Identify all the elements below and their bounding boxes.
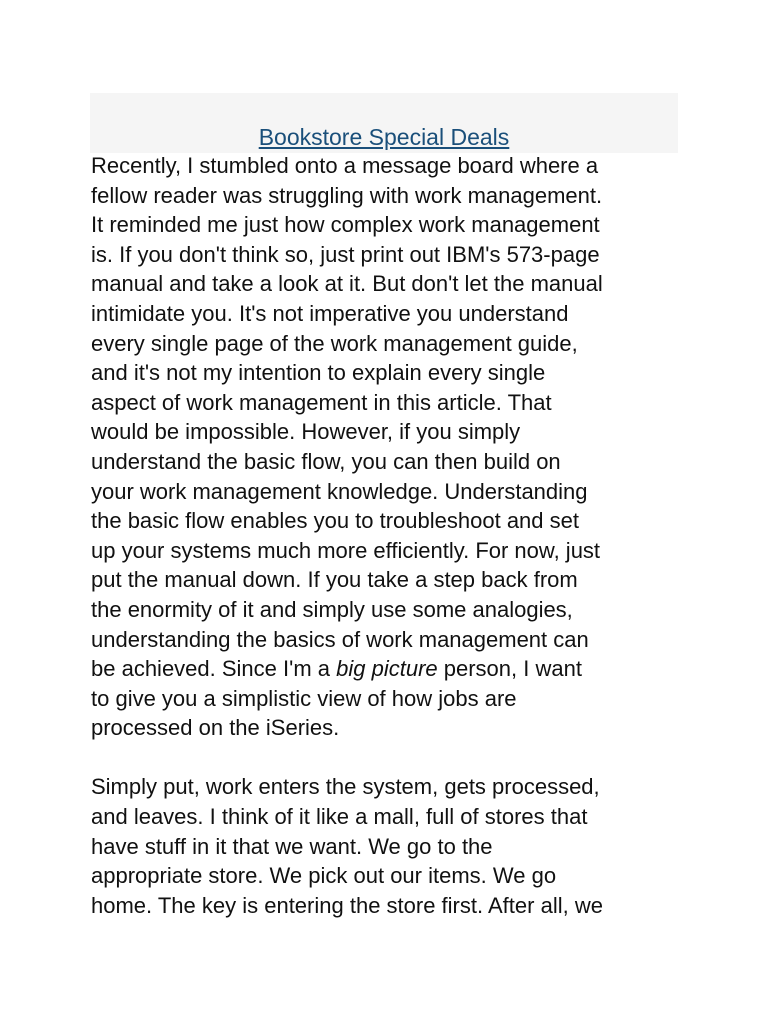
text-line-with-emphasis bbox=[91, 654, 691, 684]
text-line: understand the basic flow, you can then build on bbox=[91, 448, 561, 474]
text-line: every single page of the work management guide, bbox=[91, 330, 578, 356]
text-line: fellow reader was struggling with work management. bbox=[91, 182, 603, 208]
text-fragment: be achieved. Since I'm a bbox=[91, 656, 337, 682]
text-line: and leaves. I think of it like a mall, full of stores that bbox=[91, 804, 588, 830]
emphasized-text: big picture bbox=[336, 656, 438, 682]
text-line: put the manual down. If you take a step back from bbox=[91, 567, 578, 593]
text-line: appropriate store. We pick out our items. We go bbox=[91, 863, 557, 889]
text-line: up your systems much more efficiently. For now, just bbox=[91, 537, 601, 563]
text-line: Simply put, work enters the system, gets processed, bbox=[91, 774, 600, 800]
text-line: the basic flow enables you to troubleshoot and set bbox=[91, 508, 579, 534]
title-link[interactable]: Bookstore Special Deals bbox=[258, 124, 510, 150]
text-line: your work management knowledge. Understanding bbox=[91, 478, 588, 504]
text-line: home. The key is entering the store first. After all, we bbox=[91, 892, 603, 918]
text-line: is. If you don't think so, just print out IBM's 573-page bbox=[91, 241, 600, 267]
text-line: manual and take a look at it. But don't let the manual bbox=[91, 271, 603, 297]
text-line: It reminded me just how complex work management bbox=[91, 212, 600, 238]
text-line: the enormity of it and simply use some analogies, bbox=[91, 596, 573, 622]
article-body bbox=[91, 151, 691, 920]
text-line: Recently, I stumbled onto a message board where a bbox=[91, 153, 599, 178]
text-line: have stuff in it that we want. We go to the bbox=[91, 833, 493, 859]
text-line: intimidate you. It's not imperative you understand bbox=[91, 300, 569, 326]
text-line: would be impossible. However, if you simply bbox=[91, 419, 521, 445]
paragraph-spacer bbox=[91, 743, 691, 773]
text-fragment: person, I want bbox=[437, 656, 582, 682]
text-line: to give you a simplistic view of how jobs are bbox=[91, 685, 517, 711]
text-line: and it's not my intention to explain every single bbox=[91, 360, 546, 386]
text-line: aspect of work management in this article. That bbox=[91, 389, 552, 415]
text-line: understanding the basics of work management can bbox=[91, 626, 589, 652]
text-line: processed on the iSeries. bbox=[91, 715, 340, 741]
